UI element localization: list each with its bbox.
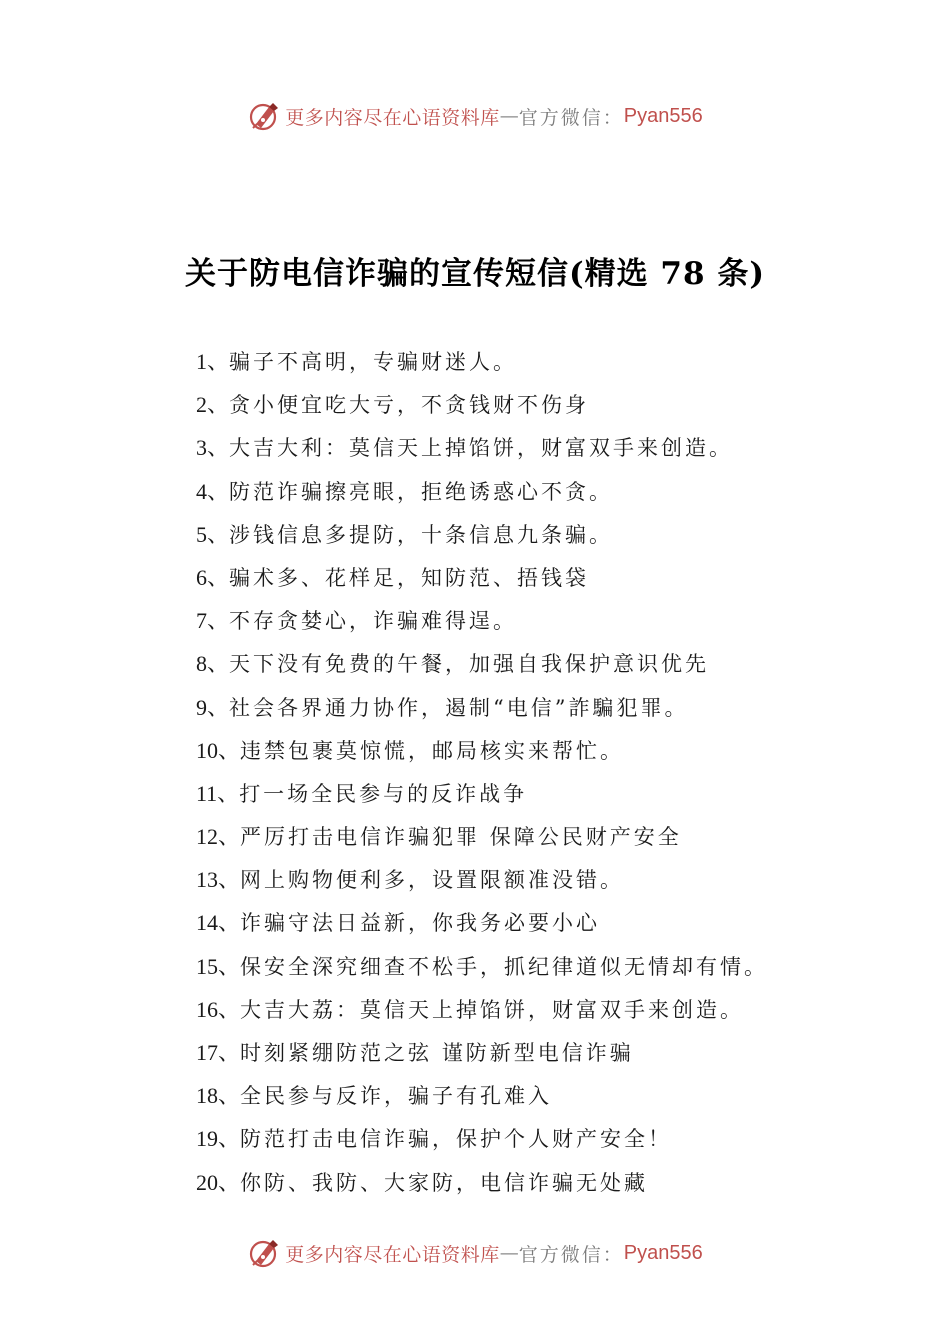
item-text: 大吉大荔：莫信天上掉馅饼，财富双手来创造。 — [240, 997, 745, 1022]
banner-dash: — — [499, 105, 519, 127]
item-number: 1、 — [196, 349, 230, 374]
list-item — [196, 945, 896, 988]
list-item — [196, 599, 896, 642]
item-number: 2、 — [196, 392, 230, 418]
item-text: 天下没有免费的午餐，加强自我保护意识优先 — [229, 652, 710, 677]
list-item — [196, 772, 896, 815]
pen-nib-logo-icon — [247, 1236, 281, 1270]
item-text: 不存贪婪心，诈骗难得逞。 — [229, 609, 518, 634]
item-text: 时刻紧绷防范之弦 谨防新型电信诈骗 — [240, 1041, 634, 1065]
list-item — [196, 1117, 896, 1160]
item-number: 11、 — [196, 780, 240, 806]
item-text: 防范打击电信诈骗，保护个人财产安全！ — [240, 1127, 673, 1152]
banner-dash: — — [499, 1242, 519, 1264]
item-text: 严厉打击电信诈骗犯罪 保障公民财产安全 — [240, 825, 682, 850]
list-item — [196, 556, 896, 599]
item-number: 18、 — [196, 1083, 241, 1109]
item-number: 6、 — [196, 564, 230, 590]
list-item — [196, 470, 896, 513]
header-banner — [0, 96, 950, 136]
item-number: 17、 — [196, 1040, 241, 1065]
item-text: 全民参与反诈，骗子有孔难入 — [240, 1084, 553, 1109]
banner-wechat-id: Pyan556 — [623, 104, 703, 127]
item-number: 10、 — [196, 737, 241, 763]
list-item — [196, 642, 896, 685]
banner-wechat-label: 官方微信： — [518, 1243, 624, 1266]
item-number: 4、 — [196, 478, 230, 504]
list-item — [196, 340, 896, 383]
banner-wechat-label: 官方微信： — [518, 106, 624, 129]
list-item — [196, 988, 896, 1031]
item-number: 9、 — [196, 694, 230, 720]
item-number: 20、 — [196, 1169, 241, 1195]
item-text: 涉钱信息多提防，十条信息九条骗。 — [229, 522, 614, 547]
banner-promo-text: 更多内容尽在心语资料库 — [285, 106, 500, 129]
item-text: 社会各界通力协作，遏制“电信”詐騙犯罪。 — [229, 695, 689, 720]
item-text: 防范诈骗擦亮眼，拒绝诱惑心不贪。 — [229, 479, 614, 504]
list-item — [196, 815, 896, 858]
item-text: 骗术多、花样足，知防范、捂钱袋 — [229, 565, 590, 590]
item-number: 19、 — [196, 1126, 241, 1152]
item-text: 诈骗守法日益新，你我务必要小心 — [240, 911, 601, 936]
list-item — [196, 901, 896, 944]
item-text: 网上购物便利多，设置限额准没错。 — [240, 868, 625, 893]
list-item — [196, 729, 896, 772]
list-item — [196, 1074, 896, 1117]
item-number: 12、 — [196, 824, 241, 850]
item-text: 你防、我防、大家防，电信诈骗无处藏 — [240, 1170, 649, 1195]
item-text: 打一场全民参与的反诈战争 — [239, 781, 528, 806]
item-number: 13、 — [196, 867, 241, 893]
banner-wechat-id: Pyan556 — [623, 1241, 703, 1264]
item-number: 16、 — [196, 996, 241, 1022]
item-number: 14、 — [196, 910, 241, 936]
item-number: 8、 — [196, 651, 230, 677]
item-number: 5、 — [196, 521, 230, 547]
list-item — [196, 1031, 896, 1074]
list-item — [196, 426, 896, 469]
pen-nib-logo-icon — [247, 99, 281, 133]
banner-promo-text: 更多内容尽在心语资料库 — [285, 1243, 500, 1266]
item-text: 贪小便宜吃大亏，不贪钱财不伤身 — [229, 393, 590, 418]
list-item — [196, 383, 896, 426]
item-number: 7、 — [196, 608, 230, 634]
item-text: 违禁包裹莫惊慌，邮局核实来帮忙。 — [240, 738, 625, 763]
footer-banner — [0, 1233, 950, 1273]
page-title: 关于防电信诈骗的宣传短信(精选 78 条) — [184, 256, 766, 292]
list-item — [196, 858, 896, 901]
list-item — [196, 686, 896, 729]
list-item — [196, 513, 896, 556]
item-number: 3、 — [196, 435, 230, 461]
item-text: 大吉大利：莫信天上掉馅饼，财富双手来创造。 — [229, 436, 734, 461]
message-list — [196, 340, 896, 1204]
item-text: 保安全深究细查不松手，抓纪律道似无情却有情。 — [240, 954, 769, 979]
item-number: 15、 — [196, 953, 241, 979]
item-text: 骗子不高明，专骗财迷人。 — [229, 350, 518, 374]
list-item — [196, 1161, 896, 1204]
